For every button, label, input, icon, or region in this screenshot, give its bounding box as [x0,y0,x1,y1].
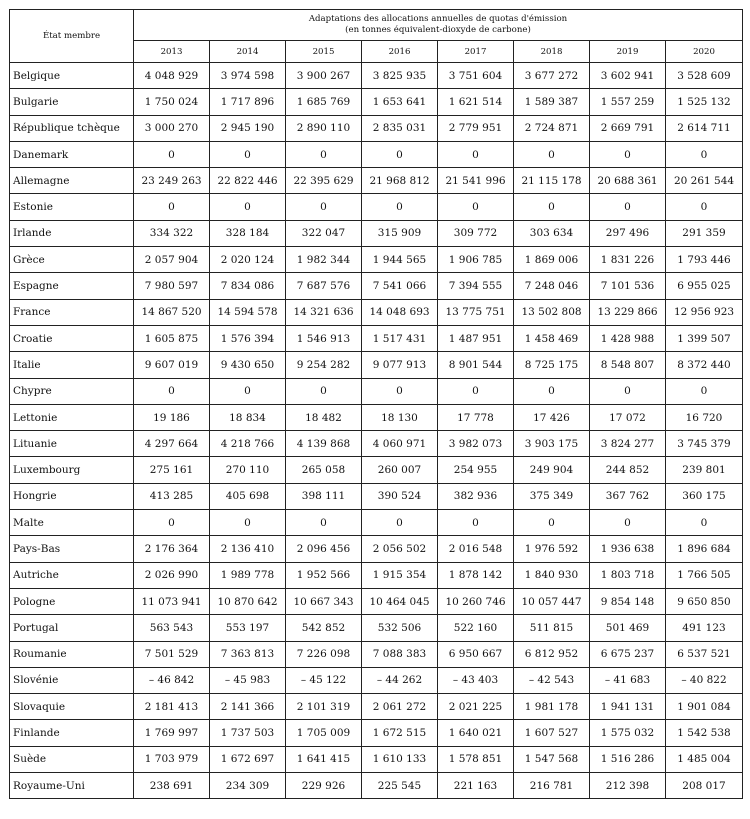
table-row [10,483,743,509]
country-cell: Lituanie [10,431,134,457]
value-cell: 0 [590,194,666,220]
value-cell: 1 685 769 [286,89,362,115]
value-cell: 7 226 098 [286,641,362,667]
value-cell: 17 426 [514,404,590,430]
year-header-cell: 2014 [210,41,286,63]
value-cell: 2 057 904 [134,247,210,273]
value-cell: – 40 822 [666,667,743,693]
value-cell: 275 161 [134,457,210,483]
value-cell: 1 578 851 [438,746,514,772]
country-cell: Grèce [10,247,134,273]
value-cell: 0 [514,510,590,536]
value-cell: 10 667 343 [286,588,362,614]
value-cell: 4 048 929 [134,63,210,89]
value-cell: – 43 403 [438,667,514,693]
value-cell: 270 110 [210,457,286,483]
value-cell: 0 [286,378,362,404]
value-cell: 18 482 [286,404,362,430]
table-row [10,299,743,325]
value-cell: 6 950 667 [438,641,514,667]
value-cell: – 42 543 [514,667,590,693]
value-cell: 0 [666,194,743,220]
value-cell: 7 248 046 [514,273,590,299]
value-cell: 4 297 664 [134,431,210,457]
value-cell: 6 537 521 [666,641,743,667]
value-cell: 3 000 270 [134,115,210,141]
value-cell: 1 976 592 [514,536,590,562]
value-cell: 9 854 148 [590,588,666,614]
value-cell: 1 653 641 [362,89,438,115]
value-cell: 225 545 [362,773,438,799]
value-cell: 2 056 502 [362,536,438,562]
country-cell: Irlande [10,220,134,246]
value-cell: 491 123 [666,615,743,641]
value-cell: – 46 842 [134,667,210,693]
value-cell: 0 [514,194,590,220]
value-cell: 8 901 544 [438,352,514,378]
value-cell: 413 285 [134,483,210,509]
value-cell: 1 703 979 [134,746,210,772]
country-cell: Autriche [10,562,134,588]
value-cell: 7 363 813 [210,641,286,667]
value-cell: 0 [438,141,514,167]
allocation-table [9,9,743,799]
value-cell: 0 [134,378,210,404]
value-cell: 1 982 344 [286,247,362,273]
country-cell: Lettonie [10,404,134,430]
value-cell: 22 822 446 [210,168,286,194]
country-cell: Portugal [10,615,134,641]
value-cell: 7 101 536 [590,273,666,299]
value-cell: 1 487 951 [438,325,514,351]
table-row [10,694,743,720]
value-cell: 1 941 131 [590,694,666,720]
table-title-line2: (en tonnes équivalent-dioxyde de carbone) [345,25,531,36]
value-cell: 2 176 364 [134,536,210,562]
value-cell: 0 [590,378,666,404]
value-cell: 13 775 751 [438,299,514,325]
value-cell: 1 621 514 [438,89,514,115]
value-cell: 1 428 988 [590,325,666,351]
value-cell: 1 840 930 [514,562,590,588]
value-cell: 2 021 225 [438,694,514,720]
value-cell: 1 458 469 [514,325,590,351]
value-cell: 8 548 807 [590,352,666,378]
value-cell: 1 557 259 [590,89,666,115]
value-cell: 322 047 [286,220,362,246]
value-cell: 6 955 025 [666,273,743,299]
value-cell: 0 [666,141,743,167]
value-cell: 2 026 990 [134,562,210,588]
value-cell: 21 115 178 [514,168,590,194]
country-cell: Estonie [10,194,134,220]
value-cell: 1 485 004 [666,746,743,772]
value-cell: 229 926 [286,773,362,799]
value-cell: 260 007 [362,457,438,483]
value-cell: 1 516 286 [590,746,666,772]
value-cell: 375 349 [514,483,590,509]
value-cell: 17 072 [590,404,666,430]
table-row [10,63,743,89]
value-cell: 18 834 [210,404,286,430]
value-cell: 563 543 [134,615,210,641]
value-cell: 9 650 850 [666,588,743,614]
value-cell: 542 852 [286,615,362,641]
value-cell: 2 669 791 [590,115,666,141]
value-cell: 0 [590,141,666,167]
country-cell: Luxembourg [10,457,134,483]
value-cell: 1 981 178 [514,694,590,720]
value-cell: 3 745 379 [666,431,743,457]
value-cell: 254 955 [438,457,514,483]
year-header-cell: 2017 [438,41,514,63]
value-cell: 1 610 133 [362,746,438,772]
table-row [10,536,743,562]
allocation-table-container [9,9,742,799]
value-cell: 13 502 808 [514,299,590,325]
table-row [10,773,743,799]
value-cell: 265 058 [286,457,362,483]
value-cell: 0 [286,194,362,220]
value-cell: 1 717 896 [210,89,286,115]
value-cell: 0 [438,194,514,220]
value-cell: 2 945 190 [210,115,286,141]
value-cell: – 44 262 [362,667,438,693]
value-cell: 9 254 282 [286,352,362,378]
value-cell: 10 260 746 [438,588,514,614]
country-cell: Malte [10,510,134,536]
table-row [10,194,743,220]
value-cell: 23 249 263 [134,168,210,194]
value-cell: 9 607 019 [134,352,210,378]
table-row [10,220,743,246]
table-row [10,588,743,614]
country-cell: Espagne [10,273,134,299]
value-cell: 3 824 277 [590,431,666,457]
year-header-cell: 2013 [134,41,210,63]
value-cell: 6 675 237 [590,641,666,667]
year-header-cell: 2015 [286,41,362,63]
value-cell: 19 186 [134,404,210,430]
table-header [10,10,743,63]
year-header-cell: 2019 [590,41,666,63]
value-cell: 8 725 175 [514,352,590,378]
value-cell: 1 672 697 [210,746,286,772]
table-row [10,404,743,430]
table-row [10,641,743,667]
value-cell: 3 602 941 [590,63,666,89]
value-cell: 0 [438,510,514,536]
value-cell: 0 [210,378,286,404]
value-cell: 1 831 226 [590,247,666,273]
value-cell: 0 [514,378,590,404]
value-cell: 1 896 684 [666,536,743,562]
value-cell: 2 101 319 [286,694,362,720]
value-cell: 532 506 [362,615,438,641]
table-row [10,431,743,457]
table-row [10,457,743,483]
value-cell: 1 525 132 [666,89,743,115]
value-cell: 21 541 996 [438,168,514,194]
value-cell: 501 469 [590,615,666,641]
value-cell: 291 359 [666,220,743,246]
value-cell: 1 944 565 [362,247,438,273]
value-cell: 12 956 923 [666,299,743,325]
value-cell: 0 [362,141,438,167]
value-cell: 1 793 446 [666,247,743,273]
value-cell: 7 980 597 [134,273,210,299]
value-cell: 10 870 642 [210,588,286,614]
value-cell: 2 779 951 [438,115,514,141]
country-cell: Bulgarie [10,89,134,115]
value-cell: 3 528 609 [666,63,743,89]
value-cell: 2 141 366 [210,694,286,720]
value-cell: 249 904 [514,457,590,483]
value-cell: 6 812 952 [514,641,590,667]
table-row [10,746,743,772]
value-cell: 1 766 505 [666,562,743,588]
value-cell: – 41 683 [590,667,666,693]
value-cell: 0 [362,194,438,220]
country-cell: Croatie [10,325,134,351]
value-cell: 334 322 [134,220,210,246]
value-cell: 0 [362,510,438,536]
value-cell: 216 781 [514,773,590,799]
year-header-cell: 2018 [514,41,590,63]
value-cell: 1 399 507 [666,325,743,351]
value-cell: 221 163 [438,773,514,799]
value-cell: 522 160 [438,615,514,641]
value-cell: 1 901 084 [666,694,743,720]
value-cell: 2 724 871 [514,115,590,141]
value-cell: 1 640 021 [438,720,514,746]
country-cell: Danemark [10,141,134,167]
value-cell: 20 688 361 [590,168,666,194]
country-cell: Finlande [10,720,134,746]
value-cell: 1 672 515 [362,720,438,746]
value-cell: 4 218 766 [210,431,286,457]
value-cell: 0 [286,510,362,536]
table-row [10,115,743,141]
value-cell: 1 737 503 [210,720,286,746]
value-cell: 13 229 866 [590,299,666,325]
table-row [10,378,743,404]
value-cell: 2 835 031 [362,115,438,141]
value-cell: 297 496 [590,220,666,246]
value-cell: 1 605 875 [134,325,210,351]
country-cell: Slovénie [10,667,134,693]
value-cell: 17 778 [438,404,514,430]
value-cell: 3 751 604 [438,63,514,89]
value-cell: 7 088 383 [362,641,438,667]
value-cell: 244 852 [590,457,666,483]
value-cell: 11 073 941 [134,588,210,614]
value-cell: 0 [362,378,438,404]
year-header-cell: 2016 [362,41,438,63]
value-cell: 303 634 [514,220,590,246]
value-cell: 2 020 124 [210,247,286,273]
table-title-line1: Adaptations des allocations annuelles de quotas d'émission [308,14,568,25]
value-cell: 2 181 413 [134,694,210,720]
value-cell: 18 130 [362,404,438,430]
value-cell: 0 [210,510,286,536]
value-cell: 1 542 538 [666,720,743,746]
value-cell: 328 184 [210,220,286,246]
value-cell: 0 [134,510,210,536]
value-cell: 4 139 868 [286,431,362,457]
value-cell: 0 [286,141,362,167]
value-cell: 234 309 [210,773,286,799]
value-cell: 10 057 447 [514,588,590,614]
value-cell: 511 815 [514,615,590,641]
country-cell: Pologne [10,588,134,614]
country-cell: Royaume-Uni [10,773,134,799]
value-cell: 3 974 598 [210,63,286,89]
value-cell: 1 575 032 [590,720,666,746]
table-row [10,667,743,693]
table-row [10,352,743,378]
value-cell: 0 [438,378,514,404]
value-cell: 2 890 110 [286,115,362,141]
table-row [10,89,743,115]
value-cell: 1 803 718 [590,562,666,588]
value-cell: 1 906 785 [438,247,514,273]
value-cell: 212 398 [590,773,666,799]
value-cell: – 45 122 [286,667,362,693]
country-cell: Italie [10,352,134,378]
country-cell: Roumanie [10,641,134,667]
value-cell: 2 061 272 [362,694,438,720]
value-cell: 1 576 394 [210,325,286,351]
value-cell: 2 096 456 [286,536,362,562]
value-cell: 7 687 576 [286,273,362,299]
value-cell: 7 501 529 [134,641,210,667]
value-cell: 208 017 [666,773,743,799]
country-cell: Allemagne [10,168,134,194]
value-cell: 7 541 066 [362,273,438,299]
country-cell: Slovaquie [10,694,134,720]
value-cell: 14 867 520 [134,299,210,325]
table-row [10,247,743,273]
value-cell: 360 175 [666,483,743,509]
value-cell: 0 [210,194,286,220]
value-cell: 239 801 [666,457,743,483]
value-cell: 1 869 006 [514,247,590,273]
year-header-cell: 2020 [666,41,743,63]
table-row [10,510,743,536]
value-cell: 22 395 629 [286,168,362,194]
country-cell: Hongrie [10,483,134,509]
value-cell: 382 936 [438,483,514,509]
value-cell: 14 048 693 [362,299,438,325]
value-cell: 3 903 175 [514,431,590,457]
country-cell: République tchèque [10,115,134,141]
value-cell: 0 [134,141,210,167]
value-cell: 0 [590,510,666,536]
value-cell: 315 909 [362,220,438,246]
value-cell: 309 772 [438,220,514,246]
value-cell: 0 [666,510,743,536]
country-cell: France [10,299,134,325]
value-cell: 16 720 [666,404,743,430]
value-cell: 1 952 566 [286,562,362,588]
value-cell: 1 769 997 [134,720,210,746]
table-body [10,63,743,799]
value-cell: 9 430 650 [210,352,286,378]
value-cell: 1 641 415 [286,746,362,772]
value-cell: 0 [666,378,743,404]
value-cell: 390 524 [362,483,438,509]
value-cell: 398 111 [286,483,362,509]
value-cell: 0 [514,141,590,167]
member-state-header: État membre [10,10,134,63]
value-cell: 9 077 913 [362,352,438,378]
value-cell: 14 594 578 [210,299,286,325]
value-cell: 0 [134,194,210,220]
value-cell: 238 691 [134,773,210,799]
value-cell: 405 698 [210,483,286,509]
value-cell: 1 878 142 [438,562,514,588]
value-cell: 14 321 636 [286,299,362,325]
value-cell: 10 464 045 [362,588,438,614]
table-row [10,720,743,746]
value-cell: 20 261 544 [666,168,743,194]
country-cell: Suède [10,746,134,772]
value-cell: – 45 983 [210,667,286,693]
country-cell: Pays-Bas [10,536,134,562]
value-cell: 1 750 024 [134,89,210,115]
value-cell: 1 936 638 [590,536,666,562]
value-cell: 3 982 073 [438,431,514,457]
value-cell: 553 197 [210,615,286,641]
value-cell: 3 677 272 [514,63,590,89]
value-cell: 1 989 778 [210,562,286,588]
value-cell: 21 968 812 [362,168,438,194]
value-cell: 1 915 354 [362,562,438,588]
value-cell: 2 016 548 [438,536,514,562]
value-cell: 4 060 971 [362,431,438,457]
table-row [10,168,743,194]
value-cell: 7 834 086 [210,273,286,299]
value-cell: 1 547 568 [514,746,590,772]
value-cell: 1 589 387 [514,89,590,115]
value-cell: 3 825 935 [362,63,438,89]
country-cell: Chypre [10,378,134,404]
value-cell: 0 [210,141,286,167]
country-cell: Belgique [10,63,134,89]
value-cell: 1 607 527 [514,720,590,746]
value-cell: 2 614 711 [666,115,743,141]
table-row [10,325,743,351]
table-row [10,562,743,588]
table-row [10,273,743,299]
value-cell: 1 517 431 [362,325,438,351]
value-cell: 8 372 440 [666,352,743,378]
table-title-header [134,10,743,41]
table-row [10,141,743,167]
value-cell: 1 546 913 [286,325,362,351]
value-cell: 7 394 555 [438,273,514,299]
value-cell: 1 705 009 [286,720,362,746]
table-row [10,615,743,641]
value-cell: 3 900 267 [286,63,362,89]
value-cell: 367 762 [590,483,666,509]
value-cell: 2 136 410 [210,536,286,562]
